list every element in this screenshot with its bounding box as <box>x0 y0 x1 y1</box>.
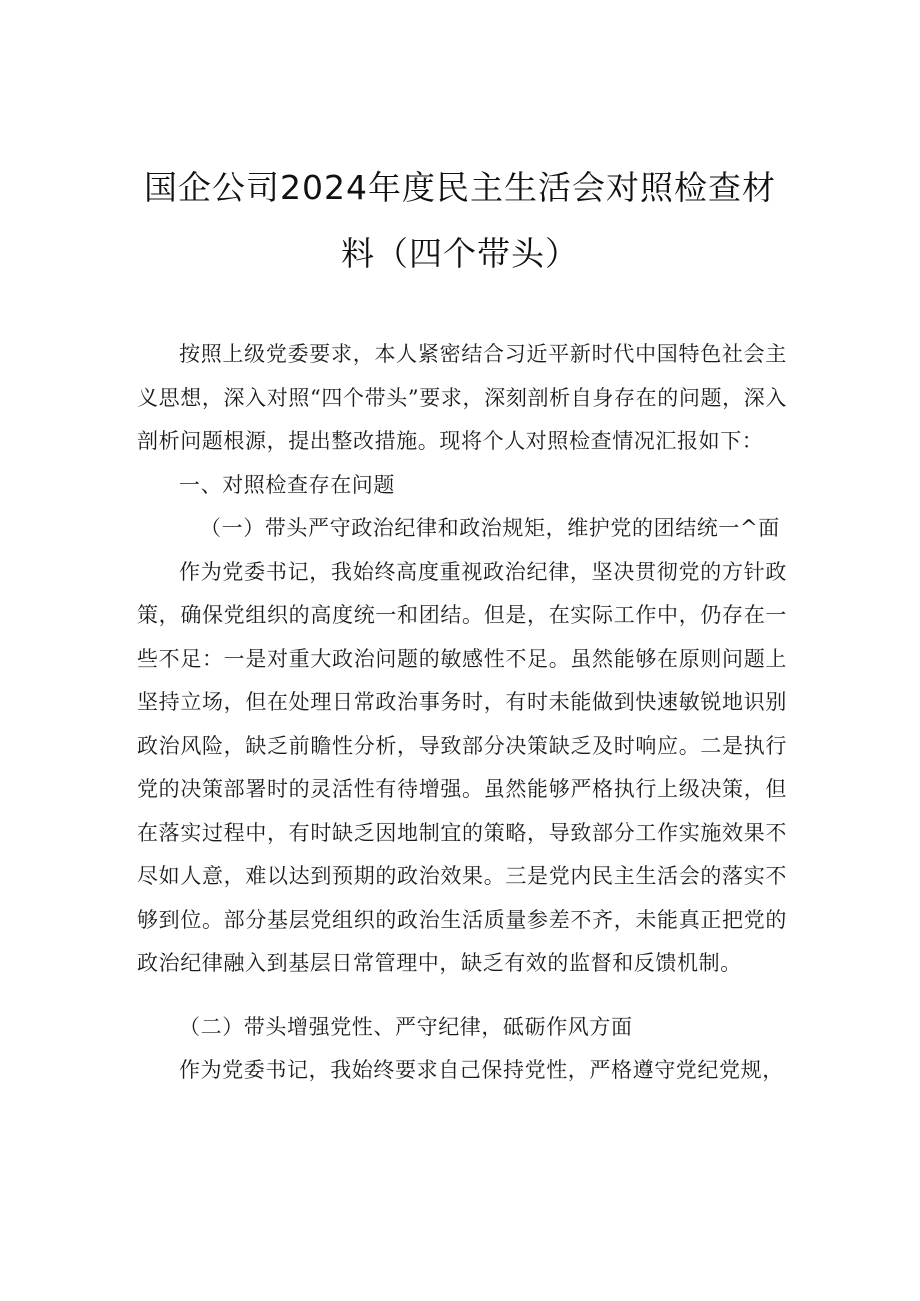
document-body <box>137 333 787 1093</box>
subsection-heading-1: （一）带头严守政治纪律和政治规矩，维护党的团结统一^面 <box>200 516 780 540</box>
subsection-paragraph-2: 作为党委书记，我始终要求自己保持党性，严格遵守党纪党规， <box>179 1058 784 1082</box>
subsection-heading-2: （二）带头增强党性、严守纪律，砥砺作风方面 <box>179 1014 633 1039</box>
section-heading: 一、对照检查存在问题 <box>179 472 395 497</box>
document-title-line-1: 国企公司2024年度民主生活会对照检查材 <box>144 168 776 207</box>
document-title-line-2: 料（四个带头） <box>341 234 579 273</box>
intro-paragraph: 按照上级党委要求，本人紧密结合习近平新时代中国特色社会主义思想，深入对照“四个带头”要求，深刻剖析自身存在的问题，深入剖析问题根源，提出整改措施。现将个人对照检查情况汇报如下： <box>137 342 787 453</box>
subsection-paragraph-1: 作为党委书记，我始终高度重视政治纪律，坚决贯彻党的方针政策，确保党组织的高度统一和团结。但是，在实际工作中，仍存在一些不足：一是对重大政治问题的敏感性不足。虽然能够在原则问题上坚持立场，但在处理日常政治事务时，有时未能做到快速敏锐地识别政治风险，缺乏前瞻性分析，导致部分决策缺乏及时响应。二是执行党的决策部署时的灵活性有待增强。虽然能够严格执行上级决策，但在落实过程中，有时缺乏因地制宜的策略，导致部分工作实施效果不尽如人意，难以达到预期的政治效果。三是党内民主生活会的落实不够到位。部分基层党组织的政治生活质量参差不齐，未能真正把党的政治纪律融入到基层日常管理中，缺乏有效的监督和反馈机制。 <box>137 559 787 975</box>
